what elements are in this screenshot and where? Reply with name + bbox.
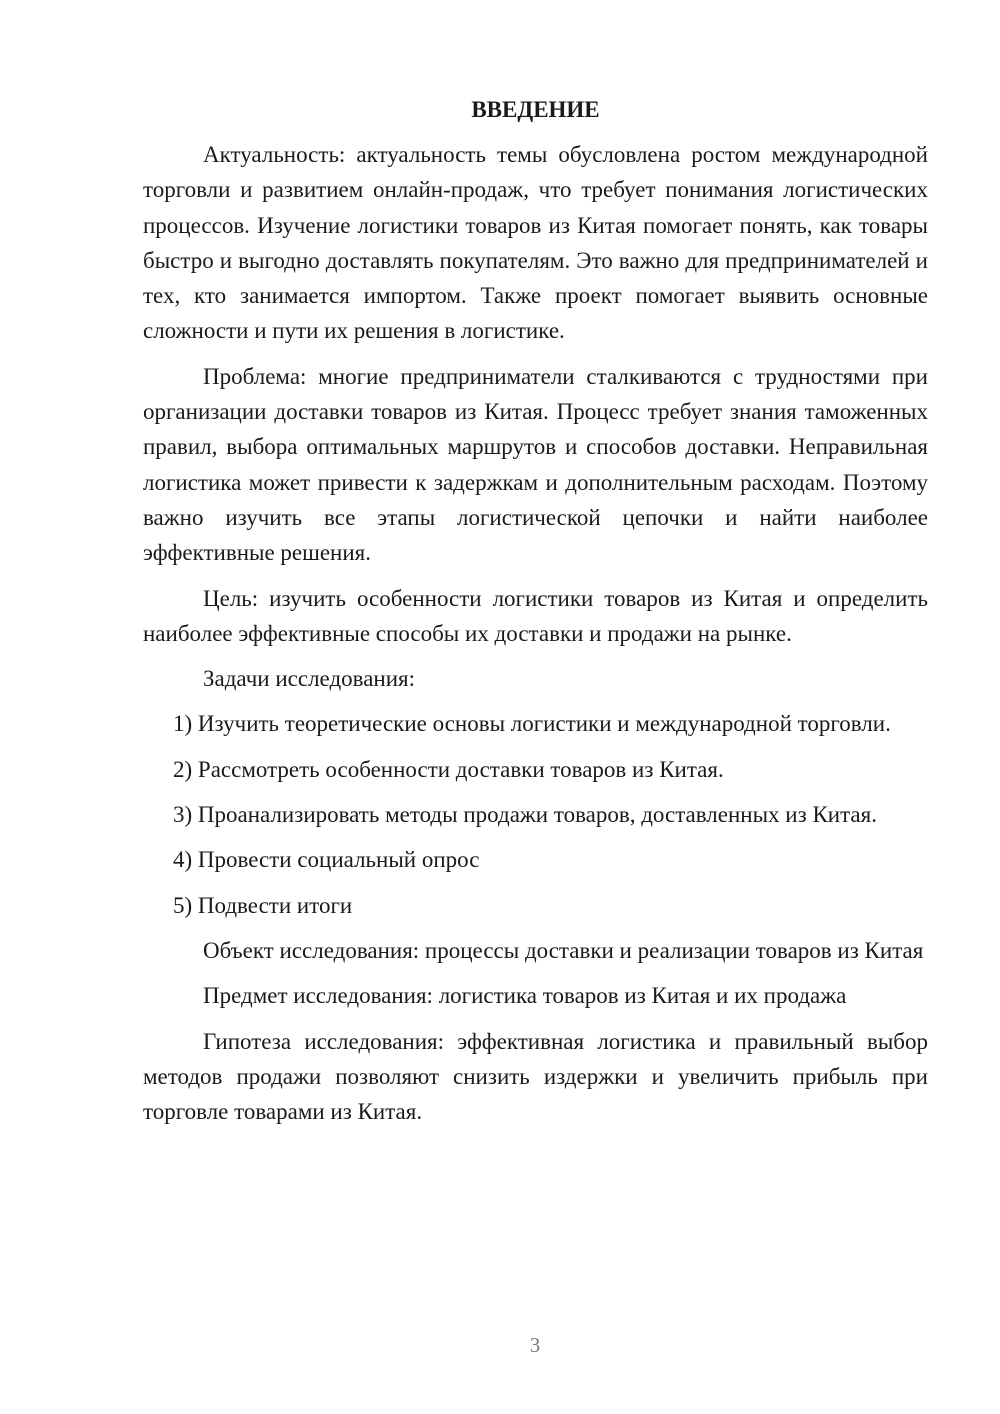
task-item-2: 2) Рассмотреть особенности доставки товаров из Китая. <box>173 756 724 782</box>
task-item-3: 3) Проанализировать методы продажи товаров, доставленных из Китая. <box>173 802 877 828</box>
tasks-heading: Задачи исследования: <box>203 666 416 692</box>
task-item-4: 4) Провести социальный опрос <box>173 847 480 873</box>
paragraph-problem: Проблема: многие предприниматели сталкиваются с трудностями при организации доставки товаров из Китая. Процесс требует знания таможенных правил, выбора оптимальных маршрутов и способов доставки. Неправильная логистика может привести к задержкам и дополнительным расходам. Поэтому важно изучить все этапы логистической цепочки и найти наиболее эффективные решения. <box>143 363 928 566</box>
paragraph-relevance: Актуальность: актуальность темы обусловлена ростом международной торговли и развитием онлайн-продаж, что требует понимания логистических процессов. Изучение логистики товаров из Китая помогает понять, как товары быстро и выгодно доставлять покупателям. Это важно для предпринимателей и тех, кто занимается импортом. Также проект помогает выявить основные сложности и пути их решения в логистике. <box>143 142 928 344</box>
task-item-1: 1) Изучить теоретические основы логистики и международной торговли. <box>173 711 891 737</box>
page-title: ВВЕДЕНИЕ <box>471 97 600 122</box>
paragraph-object: Объект исследования: процессы доставки и реализации товаров из Китая <box>203 937 924 963</box>
document-page <box>143 92 928 1129</box>
paragraph-goal: Цель: изучить особенности логистики товаров из Китая и определить наиболее эффективные способы их доставки и продажи на рынке. <box>143 585 928 646</box>
paragraph-subject: Предмет исследования: логистика товаров из Китая и их продажа <box>203 983 847 1009</box>
paragraph-hypothesis: Гипотеза исследования: эффективная логистика и правильный выбор методов продажи позволяют снизить издержки и увеличить прибыль при торговле товарами из Китая. <box>143 1028 928 1125</box>
task-item-5: 5) Подвести итоги <box>173 892 353 918</box>
page-number: 3 <box>529 1333 541 1357</box>
